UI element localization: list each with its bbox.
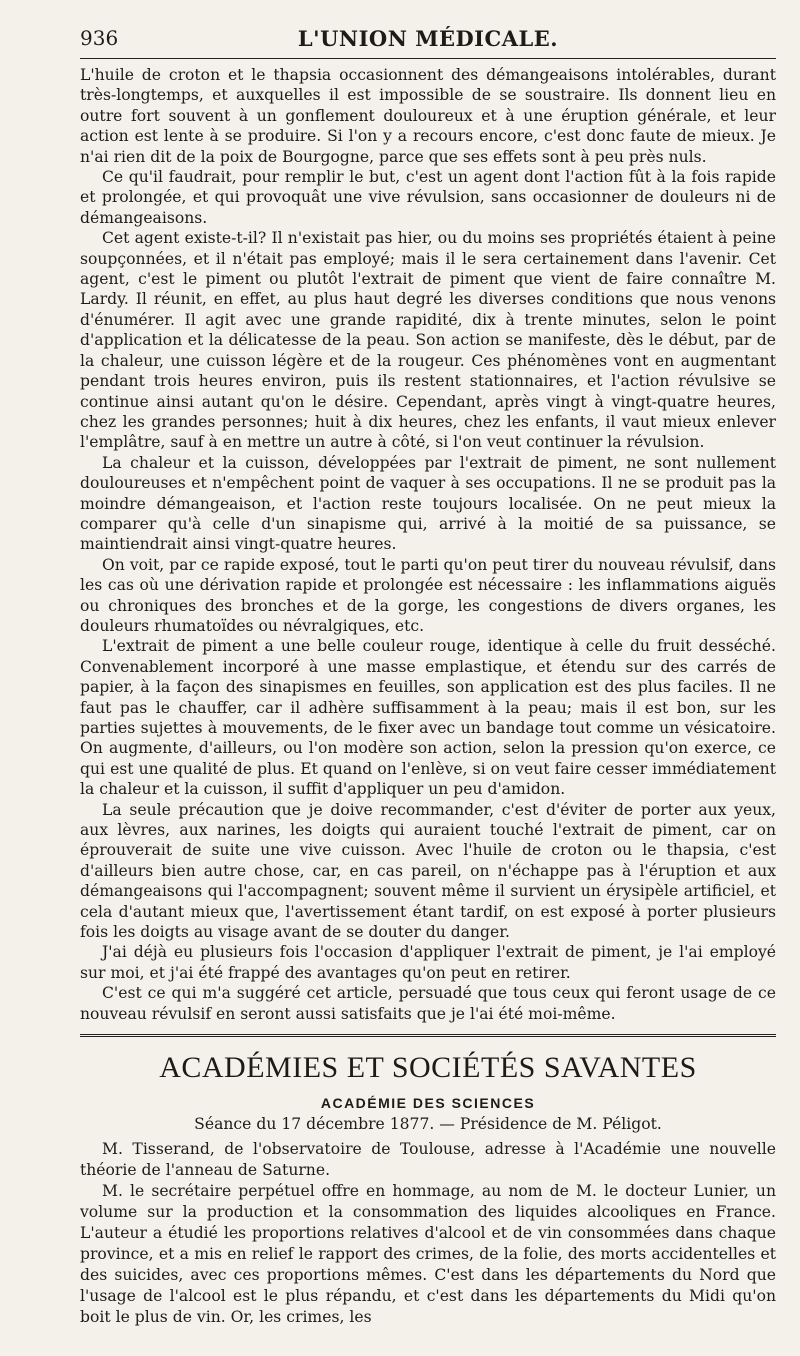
academy-paragraph: M. Tisserand, de l'observatoire de Toulouse, adresse à l'Académie une nouvelle théorie de l'anneau de Saturne. (80, 1140, 776, 1180)
header-rule (80, 58, 776, 59)
article-paragraph: La seule précaution que je doive recommander, c'est d'éviter de porter aux yeux, aux lèvres, aux narines, les doigts qui auraient touché l'extrait de piment, car on éprouverait de suite une vive cuisson. Avec l'huile de croton ou le thapsia, c'est d'ailleurs bien autre chose, car, en cas pareil, on n'échappe pas à l'éruption et aux démangeaisons qui l'accompagnent; souvent même il survient un érysipèle artificiel, et cela d'autant mieux que, l'avertissement étant tardif, on est exposé à porter plusieurs fois les doigts au visage avant de se douter du danger. (80, 800, 776, 942)
article-paragraph: Cet agent existe-t-il? Il n'existait pas hier, ou du moins ses propriétés étaient à peine soupçonnées, et il n'était pas employé; mais il le sera certainement dans l'avenir. Cet agent, c'est le piment ou plutôt l'extrait de piment que vient de faire connaître M. Lardy. Il réunit, en effet, au plus haut degré les diverses conditions que nous venons d'énumérer. Il agit avec une grande rapidité, dix à trente minutes, selon le point d'application et la délicatesse de la peau. Son action se manifeste, dès le début, par de la chaleur, une cuisson légère et de la rougeur. Ces phénomènes vont en augmentant pendant trois heures environ, puis ils restent stationnaires, et l'action révulsive se continue ainsi autant qu'on le désire. Cependant, après vingt à vingt-quatre heures, chez les grandes personnes; huit à dix heures, chez les enfants, il vaut mieux enlever l'emplâtre, sauf à en mettre un autre à côté, si l'on veut continuer la révulsion. (80, 229, 776, 452)
article-paragraph: Ce qu'il faudrait, pour remplir le but, c'est un agent dont l'action fût à la fois rapide et prolongée, et qui provoquât une vive révulsion, sans occasionner de douleurs ni de démangeaisons. (80, 168, 776, 227)
subsection-title: ACADÉMIE DES SCIENCES (320, 1095, 536, 1112)
article-paragraph: J'ai déjà eu plusieurs fois l'occasion d'appliquer l'extrait de piment, je l'ai employé sur moi, et j'ai été frappé des avantages qu'on peut en retirer. (80, 943, 776, 982)
article-body (80, 65, 776, 1024)
journal-title: L'UNION MÉDICALE. (297, 26, 559, 51)
section-title: ACADÉMIES ET SOCIÉTÉS SAVANTES (159, 1051, 697, 1085)
article-paragraph: L'huile de croton et le thapsia occasionnent des démangeaisons intolérables, durant très-longtemps, et auxquelles il est impossible de se soustraire. Ils donnent lieu en outre fort souvent à un gonflement douloureux et à une éruption générale, et leur action est lente à se produire. Si l'on y a recours encore, c'est donc faute de mieux. Je n'ai rien dit de la poix de Bourgogne, parce que ses effets sont à peu près nuls. (80, 66, 776, 166)
article-paragraph: L'extrait de piment a une belle couleur rouge, identique à celle du fruit desséché. Convenablement incorporé à une masse emplastique, et étendu sur des carrés de papier, à la façon des sinapismes en feuilles, son application est des plus faciles. Il ne faut pas le chauffer, car il adhère suffisamment à la peau; mais il est bon, sur les parties sujettes à mouvements, de le fixer avec un bandage tout comme un vésicatoire. On augmente, d'ailleurs, ou l'on modère son action, selon la pression qu'on exerce, ce qui est une qualité de plus. Et quand on l'enlève, si on veut faire cesser immédiatement la chaleur et la cuisson, il suffit d'appliquer un peu d'amidon. (80, 637, 776, 799)
running-head (80, 26, 776, 56)
article-paragraph: La chaleur et la cuisson, développées par l'extrait de piment, ne sont nullement douloureuses et n'empêchent point de vaquer à ses occupations. Il ne se produit pas la moindre démangeaison, et l'action reste toujours localisée. On ne peut mieux la comparer qu'à celle d'un sinapisme qui, arrivé à la moitié de sa puissance, se maintiendrait ainsi vingt-quatre heures. (80, 453, 776, 554)
article-paragraph: On voit, par ce rapide exposé, tout le parti qu'on peut tirer du nouveau révulsif, dans les cas où une dérivation rapide et prolongée est nécessaire : les inflammations aiguës ou chroniques des bronches et de la gorge, les congestions de divers organes, les douleurs rhumatoïdes ou névralgiques, etc. (80, 555, 776, 635)
page-number: 936 (80, 26, 119, 50)
academy-paragraph: M. le secrétaire perpétuel offre en hommage, au nom de M. le docteur Lunier, un volume sur la production et la consommation des liquides alcooliques en France. L'auteur a étudié les proportions relatives d'alcool et de vin consommées dans chaque province, et a mis en relief le rapport des crimes, de la folie, des morts accidentelles et des suicides, avec ces proportions mêmes. C'est dans les départements du Nord que l'usage de l'alcool est le plus répandu, et c'est dans les départements du Midi qu'on boit le plus de vin. Or, les crimes, les (80, 1182, 776, 1327)
section-divider (80, 1034, 776, 1039)
academy-body (80, 1139, 776, 1328)
session-line: Séance du 17 décembre 1877. — Présidence de M. Péligot. (194, 1115, 662, 1134)
article-paragraph: C'est ce qui m'a suggéré cet article, persuadé que tous ceux qui feront usage de ce nouveau révulsif en seront aussi satisfaits que je l'ai été moi-même. (80, 984, 776, 1023)
